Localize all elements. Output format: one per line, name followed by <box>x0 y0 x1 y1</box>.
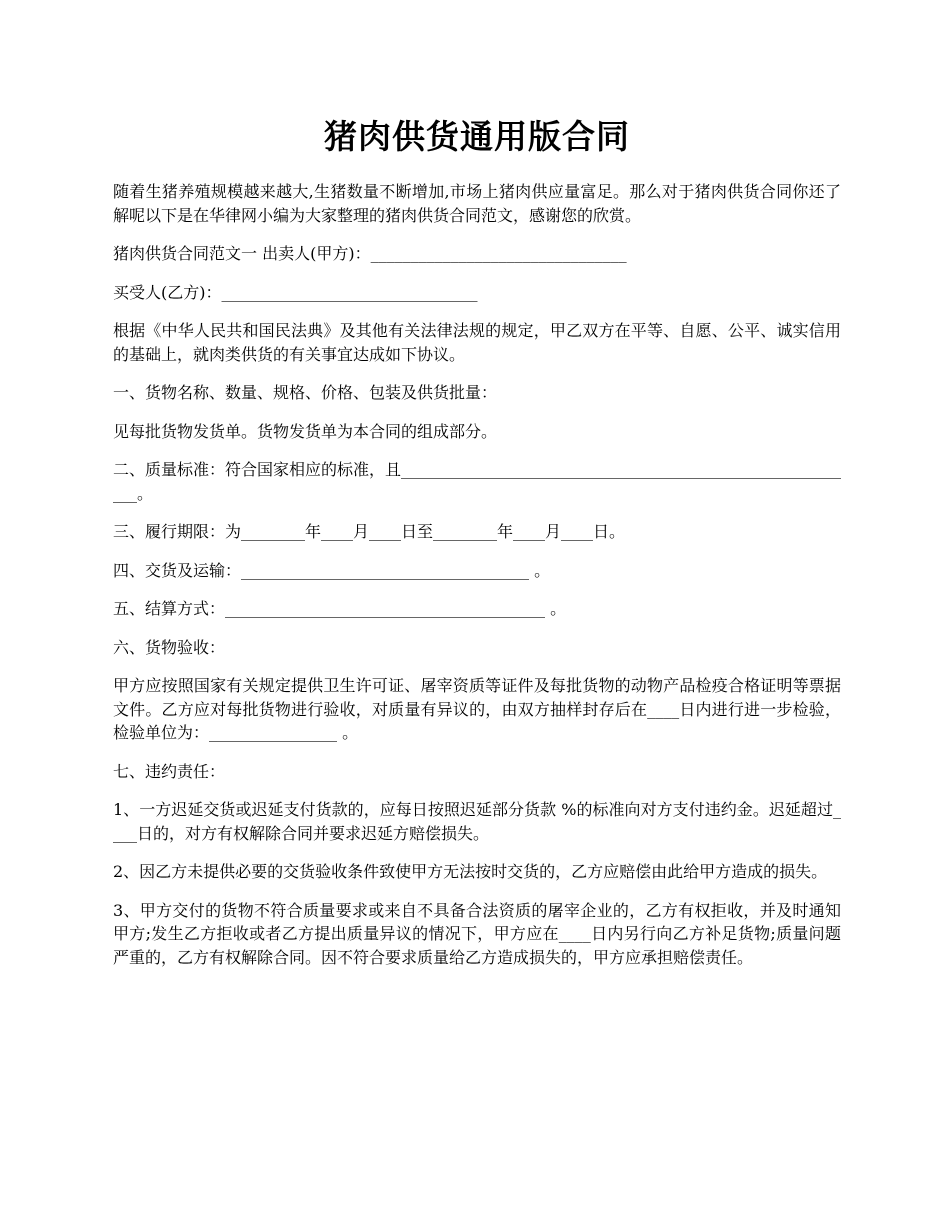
intro-paragraph: 随着生猪养殖规模越来越大,生猪数量不断增加,市场上猪肉供应量富足。那么对于猪肉供货合同你还了解呢以下是在华律网小编为大家整理的猪肉供货合同范文，感谢您的欣赏。 <box>113 182 841 225</box>
section-3-term: 三、履行期限：为________年____月____日至________年____月____日。 <box>113 522 626 541</box>
section-7-clause-1: 1、一方迟延交货或迟延支付货款的，应每日按照迟延部分货款 %的标准向对方支付违约金。迟延超过____日的，对方有权解除合同并要求迟延方赔偿损失。 <box>113 800 841 843</box>
preamble-paragraph: 根据《中华人民共和国民法典》及其他有关法律法规的规定，甲乙双方在平等、自愿、公平、诚实信用的基础上，就肉类供货的有关事宜达成如下协议。 <box>113 321 841 364</box>
section-4-delivery: 四、交货及运输：____________________________________ 。 <box>113 560 551 580</box>
section-6-body: 甲方应按照国家有关规定提供卫生许可证、屠宰资质等证件及每批货物的动物产品检疫合格证明等票据文件。乙方应对每批货物进行验收，对质量有异议的，由双方抽样封存后在____日内进行进一步检验，检验单位为：________________ 。 <box>113 676 841 742</box>
section-7-clause-2: 2、因乙方未提供必要的交货验收条件致使甲方无法按时交货的，乙方应赔偿由此给甲方造成的损失。 <box>113 862 828 881</box>
section-6-heading: 六、货物验收： <box>113 637 226 657</box>
section-7-heading: 七、违约责任： <box>113 761 226 781</box>
section-1-body: 见每批货物发货单。货物发货单为本合同的组成部分。 <box>113 421 498 441</box>
section-5-settlement: 五、结算方式：________________________________________ 。 <box>113 599 567 618</box>
document-page <box>113 112 841 984</box>
buyer-line: 买受人(乙方)：________________________________ <box>113 282 478 302</box>
section-2-quality: 二、质量标准：符合国家相应的标准，且__________________________________________________________。 <box>113 460 842 503</box>
section-1-heading: 一、货物名称、数量、规格、价格、包装及供货批量： <box>113 383 498 402</box>
document-title: 猪肉供货通用版合同 <box>324 117 630 156</box>
section-7-clause-3: 3、甲方交付的货物不符合质量要求或来自不具备合法资质的屠宰企业的，乙方有权拒收，并及时通知甲方;发生乙方拒收或者乙方提出质量异议的情况下，甲方应在____日内另行向乙方补足货物;质量问题严重的，乙方有权解除合同。因不符合要求质量给乙方造成损失的，甲方应承担赔偿责任。 <box>113 900 841 967</box>
seller-line: 猪肉供货合同范文一 出卖人(甲方)：________________________________ <box>113 244 627 263</box>
